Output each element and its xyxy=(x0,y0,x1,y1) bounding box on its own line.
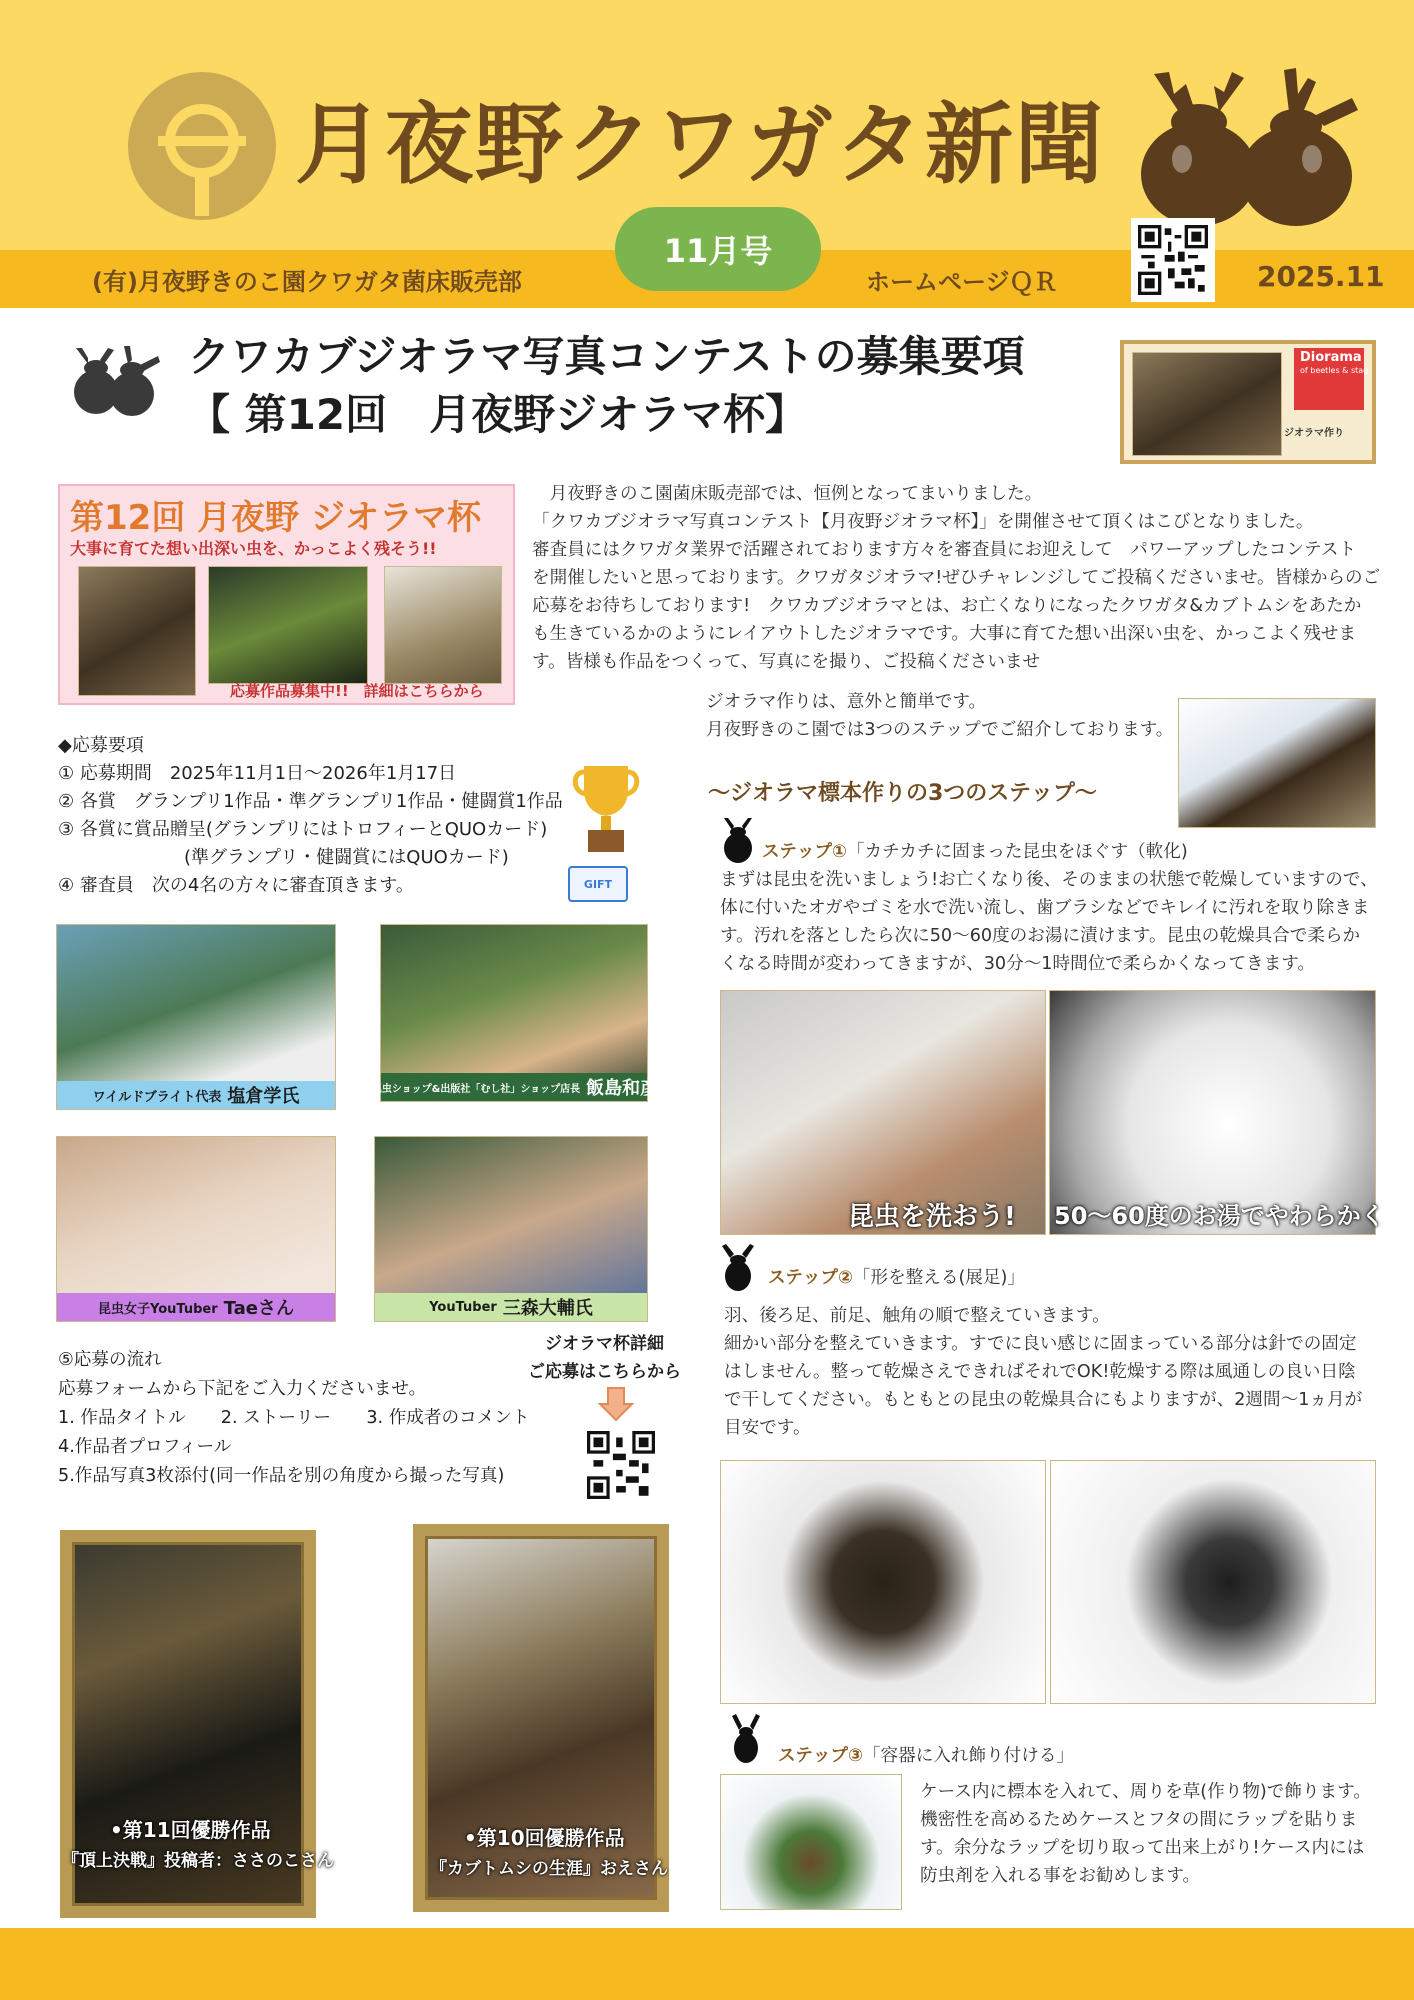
stag-beetle-photo xyxy=(1178,698,1376,828)
step1-body xyxy=(720,866,1378,978)
stag-beetle-icon xyxy=(716,1244,760,1292)
step2-photo-1 xyxy=(720,1460,1046,1704)
diorama-card-photo xyxy=(1132,352,1282,456)
beetles-logo-icon xyxy=(1124,64,1374,234)
entry-qr-code[interactable] xyxy=(580,1424,662,1506)
requirement-item: ③ 各賞に賞品贈呈(グランプリにはトロフィーとQUOカード) xyxy=(58,819,548,840)
steps-lead-text xyxy=(706,688,1173,744)
footer-band xyxy=(0,1928,1414,2000)
homepage-qr-label: ホームページＱＲ xyxy=(866,268,1058,296)
logo-stem xyxy=(195,176,209,216)
step2-heading xyxy=(768,1264,1025,1289)
step2-line: 目安です。 xyxy=(724,1418,811,1438)
step2-label: ステップ② xyxy=(768,1268,853,1288)
diorama-card-label: ジオラマ作り xyxy=(1284,428,1344,439)
requirement-item: (準グランプリ・健闘賞にはQUOカード) xyxy=(58,847,509,868)
headline xyxy=(188,328,1025,444)
judge-card xyxy=(56,924,336,1110)
judge-name: 飯島和彦氏 xyxy=(586,1078,677,1099)
poster-photo-1 xyxy=(78,566,196,696)
step2-line: 細かい部分を整えていきます。すでに良い感じに固まっている部分は針での固定 xyxy=(724,1334,1357,1354)
judge-name-band xyxy=(375,1293,647,1321)
step1-line: くなる時間が変わってきますが、30分～1時間位で柔らかくなってきます。 xyxy=(720,954,1316,974)
logo-bar xyxy=(158,136,246,146)
step3-photo-case xyxy=(720,1774,902,1910)
headline-line-1: クワカブジオラマ写真コンテストの募集要項 xyxy=(188,332,1025,381)
qr-code-icon xyxy=(1138,225,1208,295)
step2-line: 羽、後ろ足、前足、触角の順で整えていきます。 xyxy=(724,1306,1110,1326)
stag-beetle-icon xyxy=(724,1714,768,1764)
judge-name: 三森大輔氏 xyxy=(502,1298,593,1319)
intro-line: 応募をお待ちしております! クワカブジオラマとは、お亡くなりになったクワガタ&カブトムシをあたか xyxy=(532,596,1362,616)
winner-caption-line2: 『カブトムシの生涯』おえさん xyxy=(430,1859,668,1879)
step3-body xyxy=(920,1778,1371,1890)
flow-heading: ⑤応募の流れ xyxy=(58,1350,162,1370)
newspaper-title: 月夜野クワガタ新聞 xyxy=(295,92,1106,196)
judge-name-band xyxy=(57,1293,335,1321)
flow-item: 4.作品者プロフィール xyxy=(58,1437,232,1457)
step2-line: で干してください。もともとの昆虫の乾燥具合にもよりますが、2週間～1ヵ月が xyxy=(724,1390,1363,1410)
judge-name: 塩倉学氏 xyxy=(227,1086,300,1107)
judge-role: ワイルドブライト代表 xyxy=(92,1089,222,1105)
qr-code-icon xyxy=(587,1431,655,1499)
entry-flow xyxy=(58,1346,529,1491)
judge-role: 昆虫女子YouTuber xyxy=(98,1301,218,1317)
requirement-item: ① 応募期間 2025年11月1日～2026年1月17日 xyxy=(58,763,457,784)
step3-heading xyxy=(778,1742,1074,1767)
gift-card-icon: GIFT xyxy=(568,866,628,902)
winner-caption-line1: •第11回優勝作品 xyxy=(110,1818,271,1842)
winner-caption-line2: 『頂上決戦』投稿者：ささのこさん xyxy=(62,1851,334,1871)
poster-footer: 応募作品募集中!! 詳細はこちらから xyxy=(230,682,484,700)
headline-line-2: 【 第12回 月夜野ジオラマ杯】 xyxy=(188,390,808,439)
flow-item: 1. 作品タイトル 2. ストーリー 3. 作成者のコメント xyxy=(58,1408,530,1428)
issue-date: 2025.11 xyxy=(1257,260,1385,293)
beetle-icon xyxy=(716,818,760,864)
winner-caption-line1: •第10回優勝作品 xyxy=(464,1826,625,1850)
intro-line: を開催したいと思っております。クワガタジオラマ!ぜひチャレンジしてご投稿くださいませ。皆様からのご xyxy=(532,568,1381,588)
step1-line: まずは昆虫を洗いましょう!お亡くなり後、そのままの状態で乾燥していますので、 xyxy=(720,870,1378,890)
step3-title: 「容器に入れ飾り付ける」 xyxy=(862,1746,1075,1766)
step1-heading xyxy=(762,838,1188,863)
homepage-qr-code[interactable] xyxy=(1131,218,1215,302)
judge-name-band xyxy=(351,1073,677,1101)
judge-card xyxy=(374,1136,648,1322)
step1-caption-right: 50～60度のお湯でやわらかく xyxy=(1054,1202,1385,1230)
poster-subtitle: 大事に育てた想い出深い虫を、かっこよく残そう!! xyxy=(70,539,437,558)
step3-line: ケース内に標本を入れて、周りを草(作り物)で飾ります。 xyxy=(920,1782,1371,1802)
diorama-card-title: Diorama xyxy=(1300,350,1362,365)
step2-photo-2 xyxy=(1050,1460,1376,1704)
step3-line: 機密性を高めるためケースとフタの間にラップを貼りま xyxy=(920,1810,1358,1830)
intro-line: 審査員にはクワガタ業界で活躍されております方々を審査員にお迎えして パワーアップしたコンテスト xyxy=(532,540,1357,560)
judge-role: YouTuber xyxy=(429,1299,497,1315)
step2-body xyxy=(724,1302,1362,1442)
step1-line: す。汚れを落としたら次に50～60度のお湯に漬けます。昆虫の乾燥具合で柔らか xyxy=(720,926,1361,946)
trophy-icon xyxy=(568,760,644,856)
judge-card xyxy=(56,1136,336,1322)
judge-role: 老舗昆虫ショップ&出版社「むし社」ショップ店長 xyxy=(351,1083,581,1095)
intro-line: す。皆様も作品をつくって、写真にを撮り、ご投稿くださいませ xyxy=(532,652,1041,672)
lead-line: 月夜野きのこ園では3つのステップでご紹介しております。 xyxy=(706,720,1174,740)
step3-line: す。余分なラップを切り取って出来上がり!ケース内には xyxy=(920,1838,1365,1858)
intro-line: 「クワカブジオラマ写真コンテスト【月夜野ジオラマ杯】」を開催させて頂くはこびとなりました。 xyxy=(532,512,1314,532)
poster-photo-2 xyxy=(208,566,368,684)
step3-label: ステップ③ xyxy=(778,1746,863,1766)
intro-text xyxy=(532,480,1381,676)
requirement-item: ④ 審査員 次の4名の方々に審査頂きます。 xyxy=(58,875,414,896)
intro-line: も生きているかのようにレイアウトしたジオラマです。大事に育てた想い出深い虫を、かっこよく残せま xyxy=(532,624,1357,644)
poster-title: 第12回 月夜野 ジオラマ杯 xyxy=(70,498,481,538)
flow-item: 5.作品写真3枚添付(同一作品を別の角度から撮った写真) xyxy=(58,1466,505,1486)
entry-note-line: ジオラマ杯詳細 xyxy=(545,1334,664,1354)
requirements xyxy=(58,732,563,900)
intro-line: 月夜野きのこ園菌床販売部では、恒例となってまいりました。 xyxy=(532,484,1043,504)
entry-note-line: ご応募はこちらから xyxy=(528,1362,681,1382)
step1-line: 体に付いたオガやゴミを水で洗い流し、歯ブラシなどでキレイに汚れを取り除きま xyxy=(720,898,1370,918)
step2-title: 「形を整える(展足)」 xyxy=(852,1268,1025,1288)
flow-item: 応募フォームから下記をご入力くださいませ。 xyxy=(58,1379,427,1399)
lead-line: ジオラマ作りは、意外と簡単です。 xyxy=(706,692,987,712)
step3-line: 防虫剤を入れる事をお勧めします。 xyxy=(920,1866,1201,1886)
judge-name: Taeさん xyxy=(223,1298,294,1319)
judge-name-band xyxy=(57,1081,335,1109)
judge-card xyxy=(351,924,677,1102)
requirements-heading: ◆応募要項 xyxy=(58,735,144,756)
beetles-small-icon xyxy=(66,346,162,418)
steps-title: ～ジオラマ標本作りの3つのステップ～ xyxy=(708,781,1097,806)
step1-title: 「カチカチに固まった昆虫をほぐす（軟化) xyxy=(846,842,1188,862)
arrow-down-icon xyxy=(598,1386,634,1422)
company-name: (有)月夜野きのこ園クワガタ菌床販売部 xyxy=(92,268,522,296)
step1-caption-left: 昆虫を洗おう! xyxy=(848,1202,1016,1232)
diorama-card-subtitle: of beetles & stag xyxy=(1300,366,1369,375)
requirement-item: ② 各賞 グランプリ1作品・準グランプリ1作品・健闘賞1作品 xyxy=(58,791,563,812)
poster-photo-3 xyxy=(384,566,502,684)
step1-label: ステップ① xyxy=(762,842,847,862)
entry-note xyxy=(528,1330,681,1386)
issue-badge: 11月号 xyxy=(615,207,821,291)
step2-line: はしません。整って乾燥さえできればそれでOK!乾燥する際は風通しの良い日陰 xyxy=(724,1362,1356,1382)
